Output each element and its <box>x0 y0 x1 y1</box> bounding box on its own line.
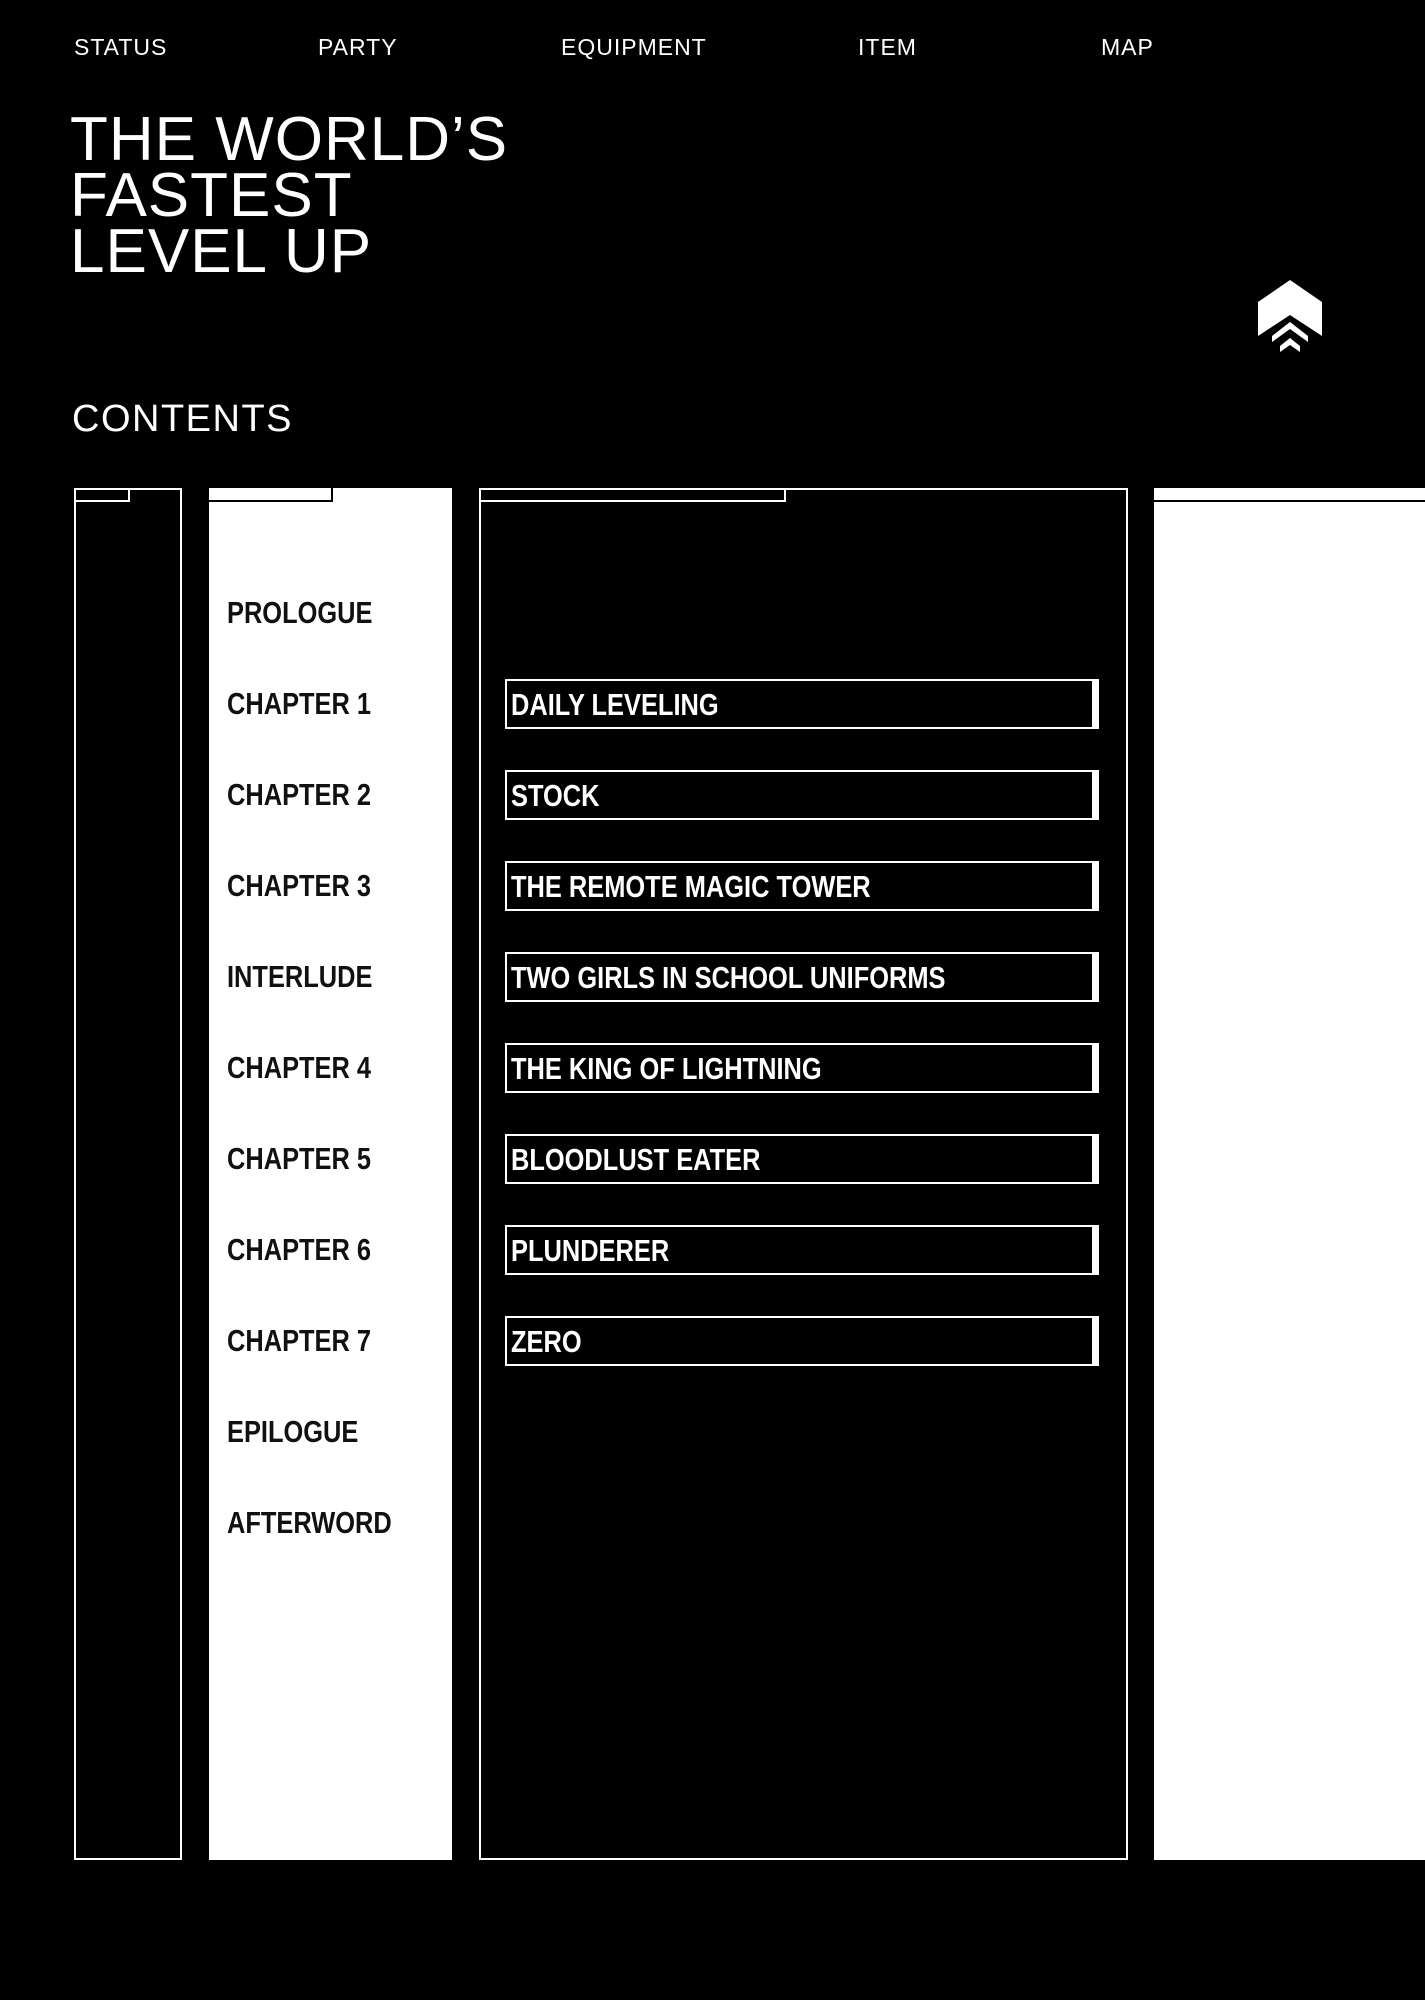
chapter-label-afterword[interactable]: AFTERWORD <box>227 1505 392 1540</box>
double-chevron-up-icon <box>1258 280 1322 362</box>
panel-tab <box>209 488 333 502</box>
right-panel <box>1154 488 1425 1860</box>
nav-equipment[interactable]: EQUIPMENT <box>561 34 707 60</box>
chapter-label-5[interactable]: CHAPTER 5 <box>227 1141 372 1176</box>
chapter-title-7: ZERO <box>511 1324 582 1359</box>
chapter-title-bar-1[interactable] <box>505 679 1099 729</box>
panel-tab <box>74 488 130 502</box>
chapter-title-1: DAILY LEVELING <box>511 687 719 722</box>
chapter-label-1[interactable]: CHAPTER 1 <box>227 686 372 721</box>
panel-tab-line <box>1154 500 1425 502</box>
panel-tab <box>479 488 786 502</box>
chapter-title-bar-7[interactable] <box>505 1316 1099 1366</box>
nav-item[interactable]: ITEM <box>858 34 917 60</box>
chapter-title-bar-2[interactable] <box>505 770 1099 820</box>
chapter-label-6[interactable]: CHAPTER 6 <box>227 1232 372 1267</box>
chapter-title-3: THE REMOTE MAGIC TOWER <box>511 869 871 904</box>
left-narrow-panel <box>74 488 182 1860</box>
chapter-title-bar-5[interactable] <box>505 1134 1099 1184</box>
chapter-label-prologue[interactable]: PROLOGUE <box>227 595 373 630</box>
nav-party[interactable]: PARTY <box>318 34 398 60</box>
chapter-title-bar-6[interactable] <box>505 1225 1099 1275</box>
chapter-label-7[interactable]: CHAPTER 7 <box>227 1323 372 1358</box>
contents-heading: CONTENTS <box>72 398 293 440</box>
title-line-2: FASTEST <box>70 161 353 230</box>
chapter-title-4: THE KING OF LIGHTNING <box>511 1051 822 1086</box>
chapter-label-epilogue[interactable]: EPILOGUE <box>227 1414 359 1449</box>
chapter-label-2[interactable]: CHAPTER 2 <box>227 777 372 812</box>
nav-status[interactable]: STATUS <box>74 34 168 60</box>
page-title <box>70 105 509 286</box>
chapter-title-bar-4[interactable] <box>505 1043 1099 1093</box>
title-line-3: LEVEL UP <box>70 217 373 286</box>
top-nav <box>0 34 1425 64</box>
chapter-title-6: PLUNDERER <box>511 1233 670 1268</box>
chapter-label-interlude[interactable]: INTERLUDE <box>227 959 373 994</box>
chapter-title-interlude: TWO GIRLS IN SCHOOL UNIFORMS <box>511 960 946 995</box>
nav-map[interactable]: MAP <box>1101 34 1154 60</box>
chapter-title-bar-interlude[interactable] <box>505 952 1099 1002</box>
chapter-label-3[interactable]: CHAPTER 3 <box>227 868 372 903</box>
title-line-1: THE WORLD’S <box>70 105 509 174</box>
chapter-title-bar-3[interactable] <box>505 861 1099 911</box>
chapter-label-4[interactable]: CHAPTER 4 <box>227 1050 372 1085</box>
chapter-title-2: STOCK <box>511 778 600 813</box>
chapter-title-5: BLOODLUST EATER <box>511 1142 761 1177</box>
